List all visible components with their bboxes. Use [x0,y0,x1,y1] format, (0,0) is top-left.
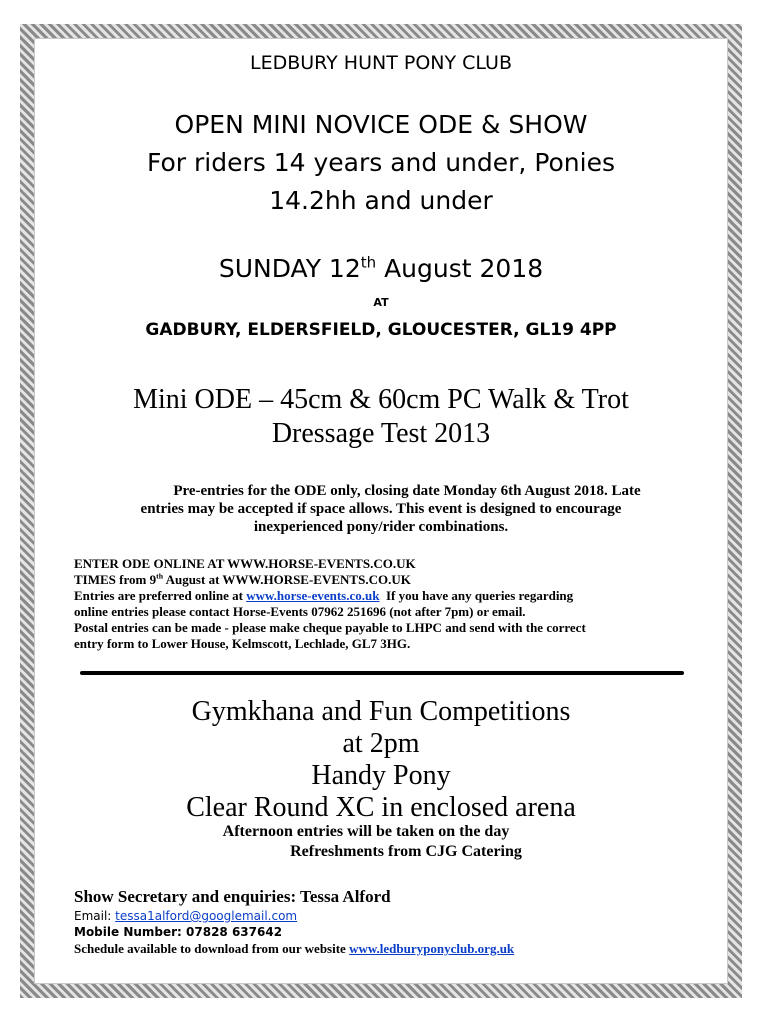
flyer [34,38,728,984]
mini-ode-line-2: Dressage Test 2013 [271,418,491,449]
email-label: Email: [74,909,116,923]
refreshments: Refreshments from CJG Catering [290,843,522,860]
enter-online: ENTER ODE ONLINE AT WWW.HORSE-EVENTS.CO.UK [74,556,416,571]
afternoon-info [34,822,728,862]
schedule-line [74,940,714,958]
online-entries-block [74,556,704,652]
heading-line-1: OPEN MINI NOVICE ODE & SHOW [174,110,588,139]
at-label: AT [373,296,389,309]
times-prefix: TIMES from 9 [74,572,157,587]
date-prefix: SUNDAY 12 [218,254,361,283]
gymkhana-heading [34,696,728,824]
times-line [74,572,704,588]
club-name: LEDBURY HUNT PONY CLUB [250,52,512,74]
preferred-prefix: Entries are preferred online at [74,588,247,603]
preferred-line [74,588,704,604]
postal-line-2: entry form to Lower House, Kelmscott, Lechlade, GL7 3HG. [74,636,411,651]
website-link[interactable]: www.ledburyponyclub.org.uk [349,941,515,956]
times-suffix: August at WWW.HORSE-EVENTS.CO.UK [163,572,411,587]
divider [80,671,684,675]
gymkhana-line-2: at 2pm [342,728,420,759]
pre-entries-line-1: Pre-entries for the ODE only, closing date Monday 6th August 2018. Late [173,483,641,499]
pre-entries-line-3: inexperienced pony/rider combinations. [253,519,509,535]
heading-line-2: For riders 14 years and under, Ponies [146,148,615,177]
event-date [34,254,728,283]
schedule-prefix: Schedule available to download from our website [74,941,350,956]
pre-entries-paragraph [34,482,728,536]
times-ordinal: th [156,571,164,581]
afternoon-entries: Afternoon entries will be taken on the day [222,823,510,840]
gymkhana-line-1: Gymkhana and Fun Competitions [191,696,571,727]
date-ordinal: th [360,253,377,272]
postal-line-1: Postal entries can be made - please make cheque payable to LHPC and send with the correct [74,620,586,635]
pre-entries-line-2: entries may be accepted if space allows. This event is designed to encourage [140,501,622,517]
email-link[interactable]: tessa1alford@googlemail.com [115,909,298,923]
gymkhana-line-4: Clear Round XC in enclosed arena [186,792,576,823]
mobile-number: Mobile Number: 07828 637642 [74,925,283,939]
mini-ode-title [34,383,728,451]
secretary: Show Secretary and enquiries: Tessa Alford [74,887,391,906]
date-suffix: August 2018 [376,254,544,283]
mini-ode-line-1: Mini ODE – 45cm & 60cm PC Walk & Trot [133,384,629,415]
venue: GADBURY, ELDERSFIELD, GLOUCESTER, GL19 4PP [145,320,617,340]
event-heading [34,106,728,220]
horse-events-link[interactable]: www.horse-events.co.uk [246,588,380,603]
gymkhana-line-3: Handy Pony [311,760,451,791]
queries-line: online entries please contact Horse-Events 07962 251696 (not after 7pm) or email. [74,604,526,619]
preferred-suffix: If you have any queries regarding [379,588,574,603]
heading-line-3: 14.2hh and under [269,186,493,215]
contact-block [74,886,714,958]
email-line [74,908,714,924]
